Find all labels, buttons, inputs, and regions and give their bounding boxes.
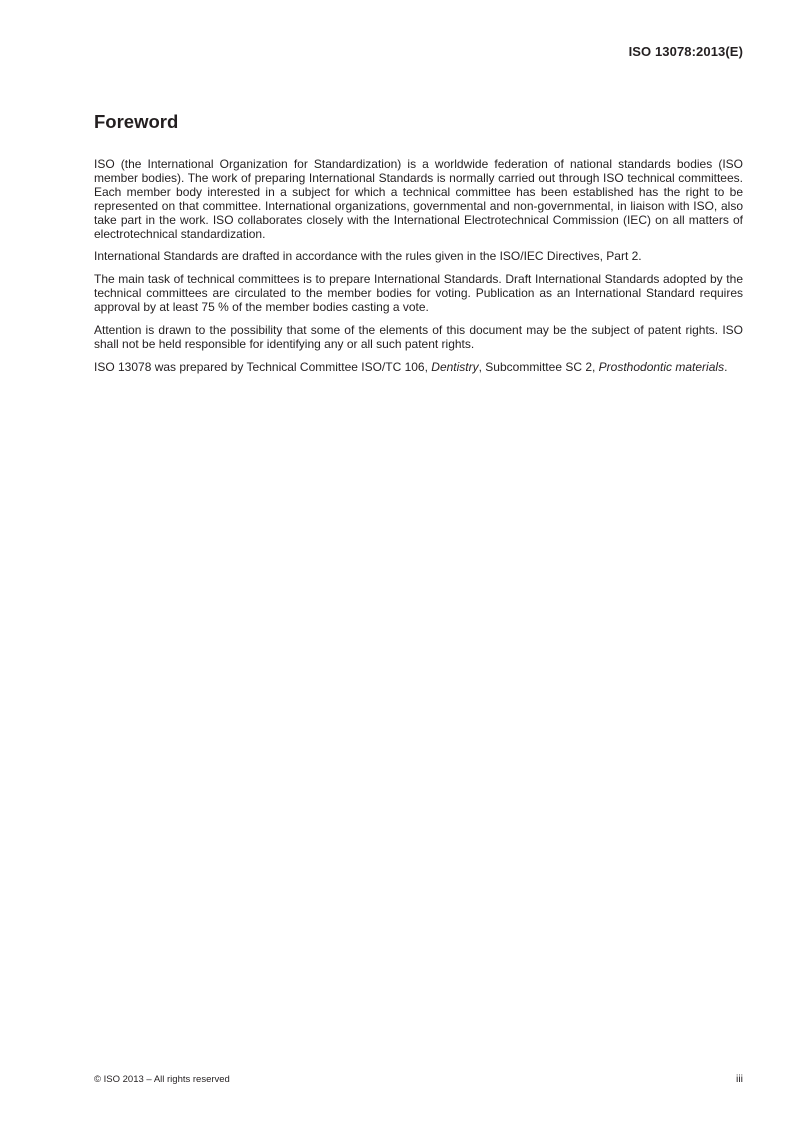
committee-name: Dentistry xyxy=(431,359,479,374)
document-id: ISO 13078:2013(E) xyxy=(628,44,743,59)
page-title: Foreword xyxy=(94,111,179,132)
subcommittee-name: Prosthodontic materials xyxy=(598,359,725,374)
footer-page-number: iii xyxy=(736,1073,743,1085)
foreword-section xyxy=(94,110,743,384)
paragraph-committees-task: The main task of technical committees is to prepare International Standards. Draft International Standards adopted by the technical committees are circulated to the member bodies for voting. Publication as an International Standard requires approval by at least 75 % of the member bodies casting a vote. xyxy=(94,272,743,315)
paragraph-iso-intro: ISO (the International Organization for Standardization) is a worldwide federation of national standards bodies (ISO member bodies). The work of preparing International Standards is normally carried out through ISO technical committees. Each member body interested in a subject for which a technical committee has been established has the right to be represented on that committee. International organizations, governmental and non-governmental, in liaison with ISO, also take part in the work. ISO collaborates closely with the International Electrotechnical Commission (IEC) on all matters of electrotechnical standardization. xyxy=(94,157,743,241)
paragraph-directives: International Standards are drafted in accordance with the rules given in the ISO/IEC Directives, Part 2. xyxy=(94,249,642,264)
paragraph-patent-rights: Attention is drawn to the possibility that some of the elements of this document may be the subject of patent rights. ISO shall not be held responsible for identifying any or all such patent rights. xyxy=(94,323,743,351)
paragraph-prepared-by xyxy=(94,361,743,375)
footer-copyright: © ISO 2013 – All rights reserved xyxy=(94,1074,230,1085)
prepared-by-prefix: ISO 13078 was prepared by Technical Committee ISO/TC 106, xyxy=(94,359,432,374)
prepared-by-suffix: . xyxy=(724,359,728,374)
prepared-by-middle: , Subcommittee SC 2, xyxy=(478,359,599,374)
